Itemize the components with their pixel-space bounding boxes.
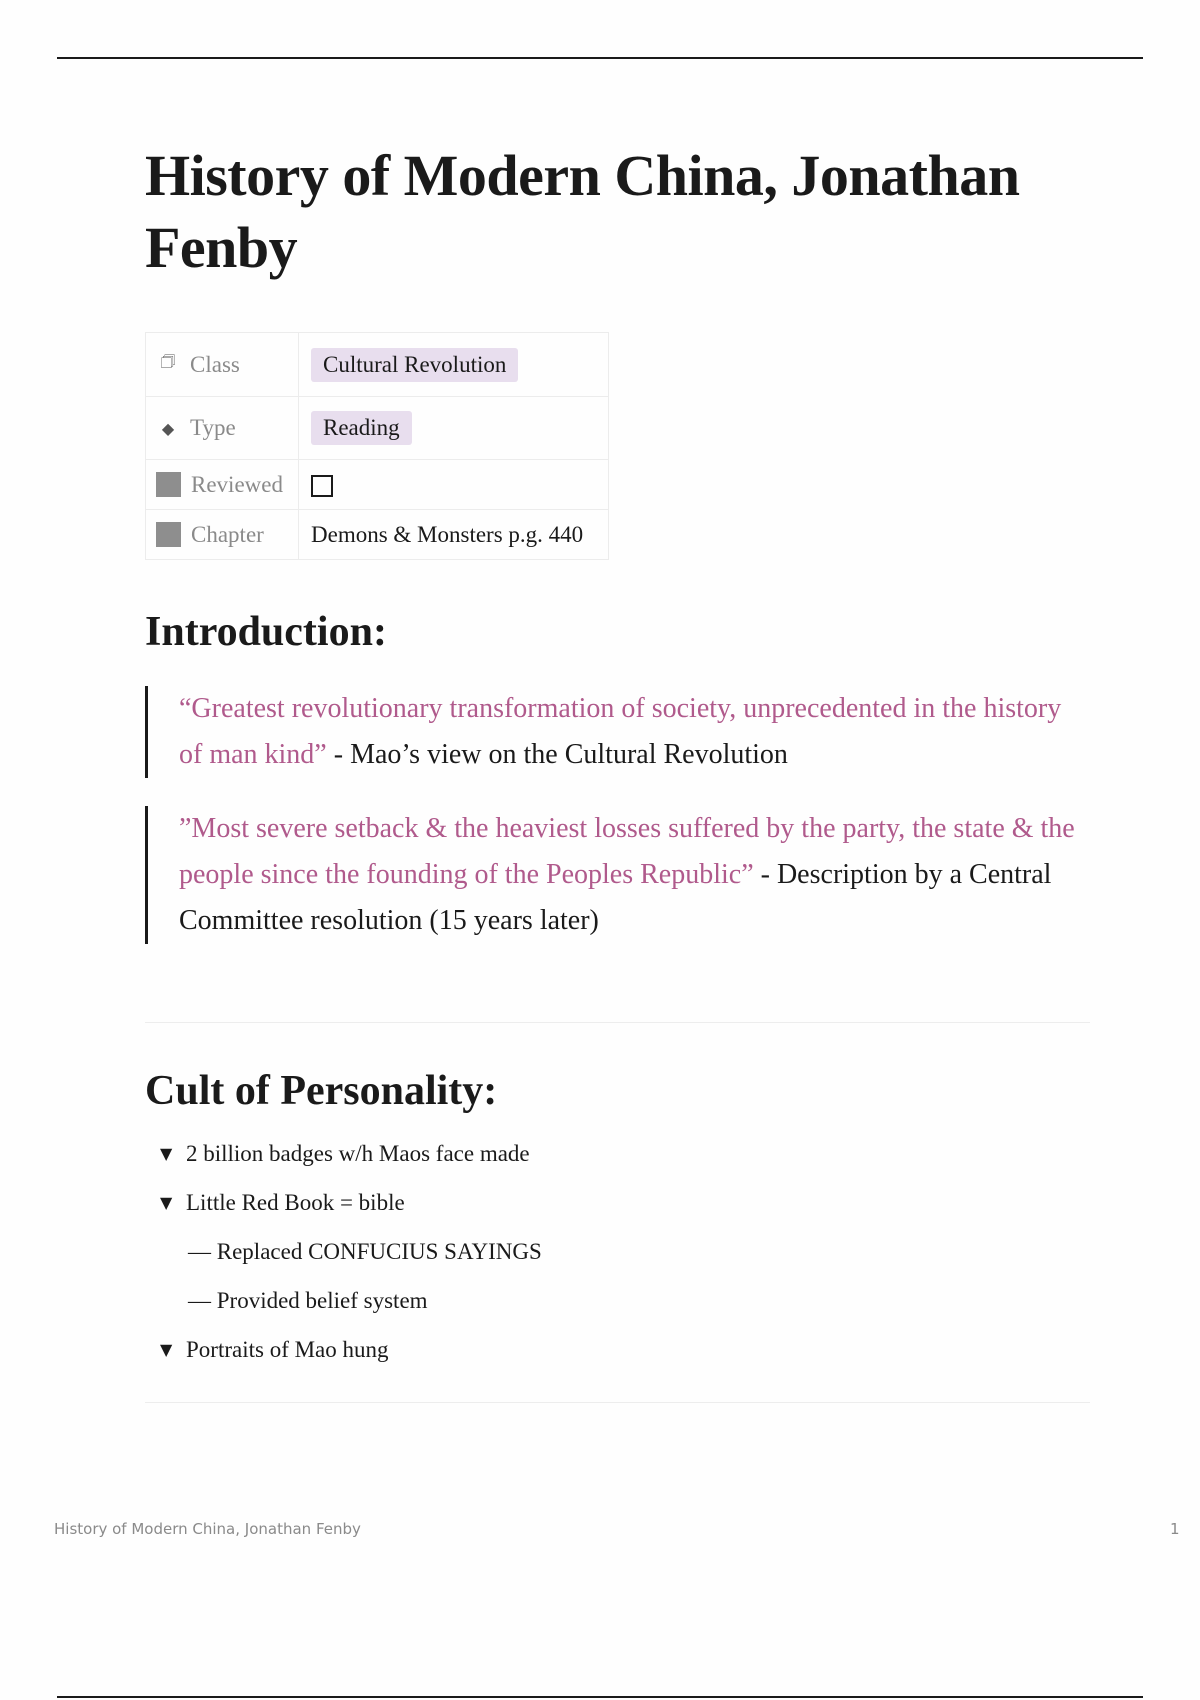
square-icon: [156, 472, 181, 497]
toggle-triangle-icon[interactable]: ▼: [160, 1144, 173, 1163]
property-row-class: [146, 333, 609, 397]
page-title: History of Modern China, Jonathan Fenby: [145, 143, 1020, 280]
stack-icon: 🗇: [160, 352, 176, 371]
property-row-type: [146, 397, 609, 460]
section-divider: [145, 1402, 1090, 1403]
square-icon: [156, 522, 181, 547]
property-row-reviewed: [146, 460, 609, 510]
quote-highlight: “Greatest revolutionary transformation of society, unprecedented in the history of man kind”: [179, 693, 1062, 770]
chapter-value: Demons & Monsters p.g. 440: [311, 521, 584, 547]
quote-highlight: ”Most severe setback & the heaviest losses suffered by the party, the state & the people since the founding of the Peoples Republic”: [179, 813, 1075, 890]
toggle-item[interactable]: [160, 1178, 1090, 1325]
cult-heading: Cult of Personality:: [145, 1068, 498, 1114]
toggle-label: Little Red Book = bible: [186, 1190, 405, 1215]
toggle-children: [160, 1227, 1090, 1325]
footer-page-number: 1: [1170, 1520, 1180, 1538]
toggle-triangle-icon[interactable]: ▼: [160, 1340, 173, 1359]
document-page: [145, 140, 1090, 1403]
property-row-chapter: [146, 510, 609, 560]
reviewed-checkbox[interactable]: [311, 475, 333, 497]
tag-icon: ◆: [161, 418, 175, 438]
quote-attribution: - Description by a Central Committee resolution (15 years later): [179, 859, 1052, 936]
class-tag[interactable]: Cultural Revolution: [311, 348, 518, 382]
quote-block: [145, 806, 1090, 944]
section-divider: [145, 1022, 1090, 1023]
toggle-item[interactable]: [160, 1129, 1090, 1178]
footer-doc-title: History of Modern China, Jonathan Fenby: [54, 1520, 361, 1538]
property-key: Chapter: [191, 521, 264, 547]
page-bottom-rule: [57, 1696, 1143, 1698]
property-key: Reviewed: [191, 471, 283, 497]
toggle-label: Portraits of Mao hung: [186, 1337, 389, 1362]
quote-block: [145, 686, 1090, 778]
quote-attribution: - Mao’s view on the Cultural Revolution: [326, 739, 788, 770]
toggle-list: [145, 1129, 1090, 1374]
list-item: — Replaced CONFUCIUS SAYINGS: [188, 1239, 542, 1264]
list-item: — Provided belief system: [188, 1288, 428, 1313]
page-top-rule: [57, 57, 1143, 59]
type-tag[interactable]: Reading: [311, 411, 412, 445]
toggle-item[interactable]: [160, 1325, 1090, 1374]
introduction-heading: Introduction:: [145, 609, 387, 655]
toggle-triangle-icon[interactable]: ▼: [160, 1193, 173, 1212]
property-key: Class: [190, 351, 240, 377]
properties-table: [145, 332, 609, 560]
property-key: Type: [190, 415, 236, 440]
toggle-label: 2 billion badges w/h Maos face made: [186, 1141, 530, 1166]
